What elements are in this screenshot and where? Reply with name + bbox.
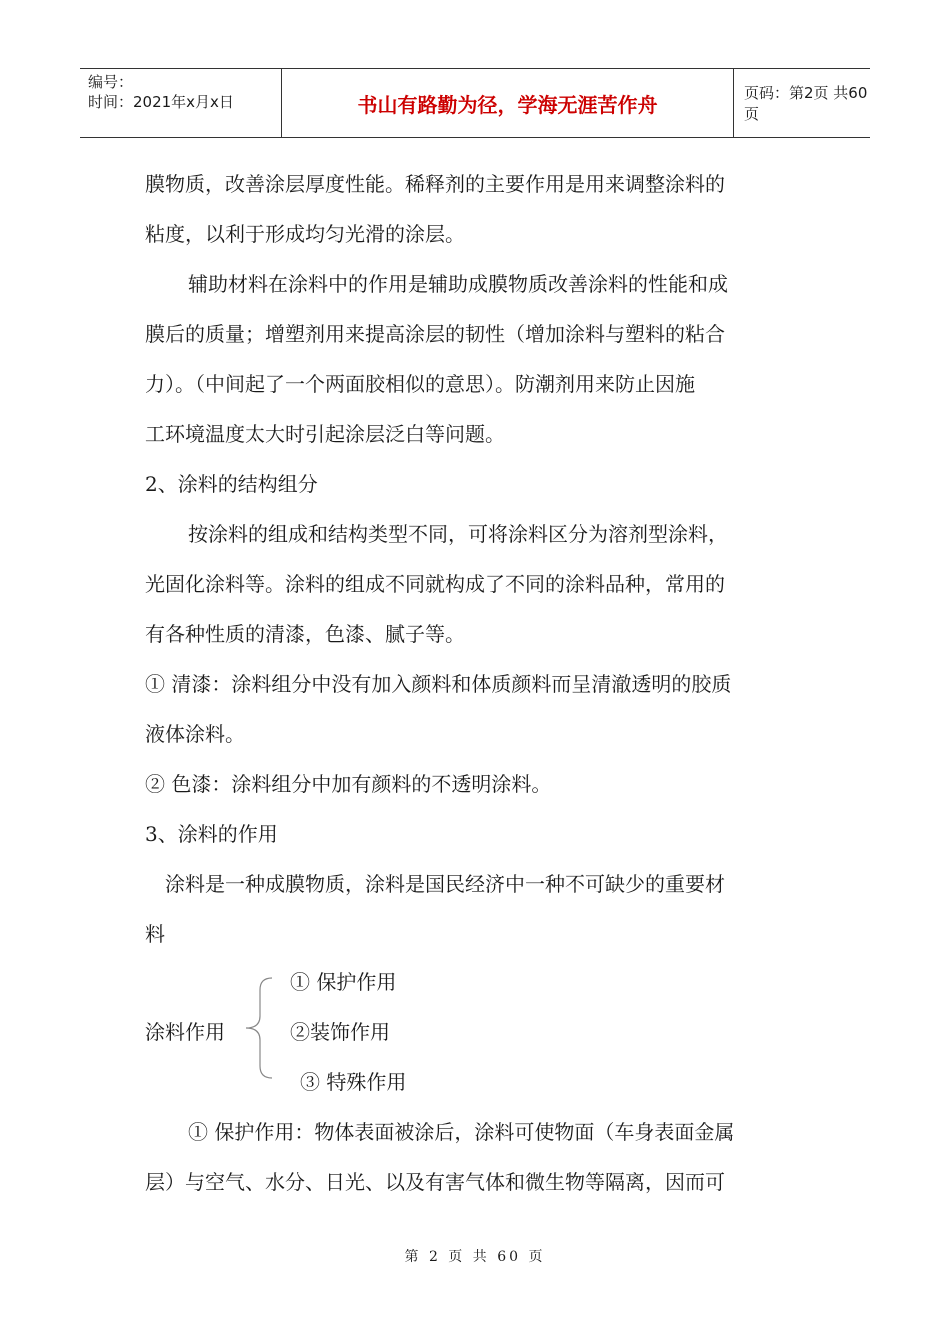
body-line: 按涂料的组成和结构类型不同，可将涂料区分为溶剂型涂料， <box>188 522 728 546</box>
body-line: 力）。（中间起了一个两面胶相似的意思）。防潮剂用来防止因施 <box>145 372 695 396</box>
page-footer: 第 2 页 共 60 页 <box>404 1249 546 1265</box>
header-page-cell <box>734 69 870 137</box>
body-line: ① 保护作用：物体表面被涂后，涂料可使物面（车身表面金属 <box>188 1120 735 1144</box>
body-line: 膜后的质量；增塑剂用来提高涂层的韧性（增加涂料与塑料的粘合 <box>145 322 725 346</box>
diagram-item: ②装饰作用 <box>290 1020 390 1044</box>
header-motto-cell <box>282 69 734 137</box>
section-heading: 3、涂料的作用 <box>145 822 278 846</box>
body-line: ① 清漆：涂料组分中没有加入颜料和体质颜料而呈清澈透明的胶质 <box>145 672 732 696</box>
date-label: 时间：2021年x月x日 <box>88 93 234 111</box>
body-line: 辅助材料在涂料中的作用是辅助成膜物质改善涂料的性能和成 <box>188 272 728 296</box>
section-heading: 2、涂料的结构组分 <box>145 472 318 496</box>
page-info: 页码：第2页 共60页 <box>744 84 868 123</box>
number-label: 编号： <box>88 73 134 91</box>
header-meta-cell <box>80 69 282 137</box>
body-line: ② 色漆：涂料组分中加有颜料的不透明涂料。 <box>145 772 552 796</box>
body-line: 层）与空气、水分、日光、以及有害气体和微生物等隔离，因而可 <box>145 1170 725 1194</box>
body-line: 光固化涂料等。涂料的组成不同就构成了不同的涂料品种，常用的 <box>145 572 725 596</box>
body-line: 液体涂料。 <box>145 722 245 746</box>
body-line: 工环境温度太大时引起涂层泛白等问题。 <box>145 422 505 446</box>
diagram-item: ③ 特殊作用 <box>300 1070 407 1094</box>
diagram-root-label: 涂料作用 <box>145 1020 225 1044</box>
curly-brace-icon <box>240 976 280 1080</box>
body-line: 料 <box>145 922 165 946</box>
body-line: 有各种性质的清漆，色漆、腻子等。 <box>145 622 465 646</box>
body-line: 涂料是一种成膜物质，涂料是国民经济中一种不可缺少的重要材 <box>165 872 725 896</box>
body-line: 膜物质，改善涂层厚度性能。稀释剂的主要作用是用来调整涂料的 <box>145 172 725 196</box>
motto-text: 书山有路勤为径，学海无涯苦作舟 <box>357 92 658 117</box>
page-header <box>80 68 870 138</box>
diagram-item: ① 保护作用 <box>290 970 397 994</box>
body-line: 粘度，以利于形成均匀光滑的涂层。 <box>145 222 465 246</box>
